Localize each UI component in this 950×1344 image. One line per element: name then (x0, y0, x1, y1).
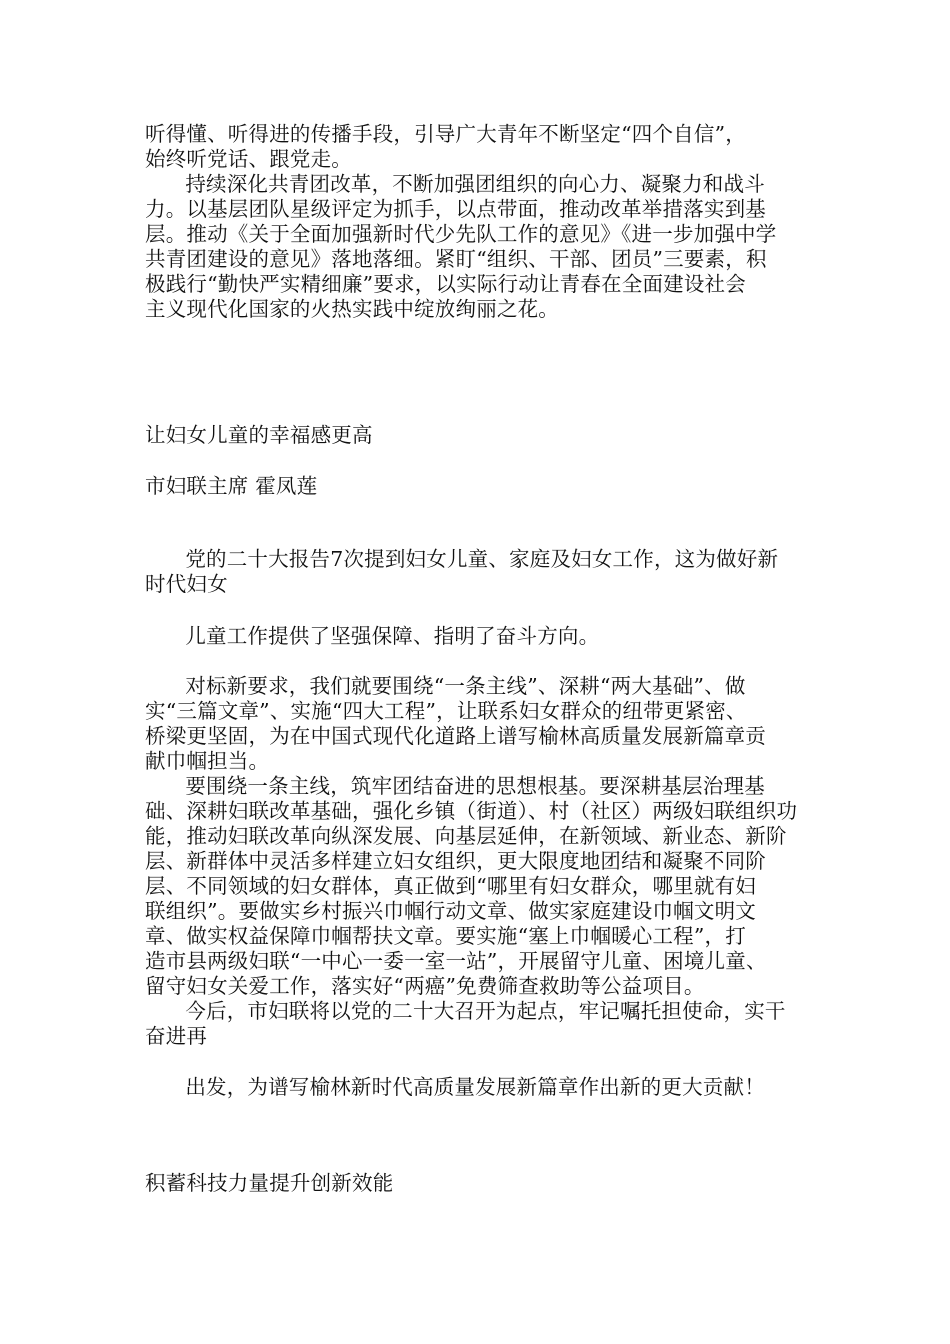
section-title-science-tech: 积蓄科技力量提升创新效能 (145, 1171, 394, 1195)
section-title-women-children: 让妇女儿童的幸福感更高 (145, 423, 373, 447)
paragraph-future-work: 今后，市妇联将以党的二十大召开为起点，牢记嘱托担使命，实干 奋进再 (145, 999, 786, 1048)
paragraph-main-line: 要围绕一条主线，筑牢团结奋进的思想根基。要深耕基层治理基 础、深耕妇联改革基础，强化乡镇（街道）、村（社区）两级妇联组织功 能，推动妇联改革向纵深发展、向基层延伸，在新领域、新业态、新阶 层、新群体中灵活多样建立妇女组织，更大限度地团结和凝聚不同阶 层、不同领域的妇女群体，真正做到“哪里有妇女群众，哪里就有妇 联组织”。要做实乡村振兴巾帼行动文章、做实家庭建设巾帼文明文 章、做实权益保障巾帼帮扶文章。要实施“塞上巾帼暖心工程”，打 造市县两级妇联“一中心一委一室一站”，开展留守儿童、困境儿童、 留守妇女关爱工作，落实好“两癌”免费筛查救助等公益项目。 (145, 774, 798, 998)
byline-women-federation-chair: 市妇联主席 霍凤莲 (145, 474, 318, 498)
paragraph-congress-report: 党的二十大报告7次提到妇女儿童、家庭及妇女工作，这为做好新 时代妇女 (145, 547, 779, 596)
paragraph-youth-league-reform: 持续深化共青团改革，不断加强团组织的向心力、凝聚力和战斗 力。以基层团队星级评定为抓手，以点带面，推动改革举措落实到基 层。推动《关于全面加强新时代少先队工作的意见》《进一步加强中学 共青团建设的意见》落地落细。紧盯“组织、干部、团员”三要素，积 极践行“勤快严实精细廉”要求，以实际行动让青春在全面建设社会 主义现代化国家的火热实践中绽放绚丽之花。 (145, 172, 777, 321)
paragraph-new-requirements: 对标新要求，我们就要围绕“一条主线”、深耕“两大基础”、做 实“三篇文章”、实施“四大工程”，让联系妇女群众的纽带更紧密、 桥梁更坚固，为在中国式现代化道路上谱写榆林高质量发展新篇章贡 献巾帼担当。 (145, 674, 766, 773)
paragraph-new-start: 出发，为谱写榆林新时代高质量发展新篇章作出新的更大贡献！ (145, 1075, 765, 1099)
paragraph-work-guarantee: 儿童工作提供了坚强保障、指明了奋斗方向。 (145, 624, 600, 648)
paragraph-youth-communication: 听得懂、听得进的传播手段，引导广大青年不断坚定“四个自信”， 始终听党话、跟党走。 (145, 122, 746, 171)
